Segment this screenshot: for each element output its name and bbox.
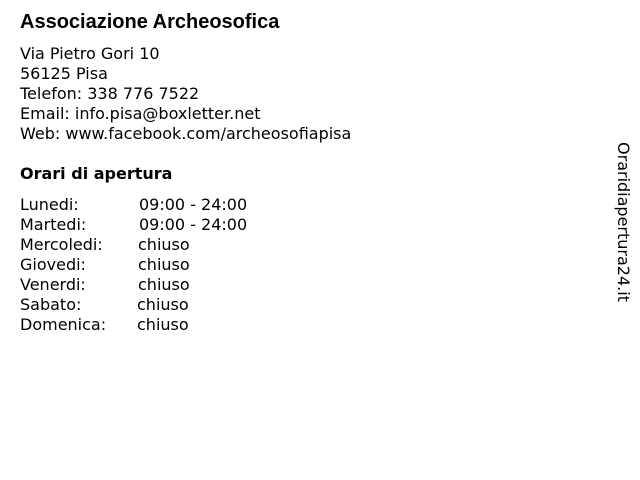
- contact-block: [20, 44, 351, 144]
- day-label: Domenica:: [20, 315, 107, 334]
- day-hours: chiuso: [138, 235, 190, 254]
- site-watermark: Oraridiapertura24.it: [614, 142, 633, 302]
- day-label: Giovedi:: [20, 255, 86, 274]
- day-hours: chiuso: [137, 315, 189, 334]
- day-hours: chiuso: [137, 295, 189, 314]
- day-label: Sabato:: [20, 295, 82, 314]
- day-label: Lunedi:: [20, 195, 79, 214]
- business-name: Associazione Archeosofica: [20, 11, 280, 33]
- city-postal: 56125 Pisa: [20, 64, 108, 83]
- day-hours: 09:00 - 24:00: [139, 195, 248, 214]
- day-hours: 09:00 - 24:00: [139, 215, 248, 234]
- day-hours: chiuso: [138, 275, 190, 294]
- day-hours: chiuso: [138, 255, 190, 274]
- web-line: Web: www.facebook.com/archeosofiapisa: [20, 124, 352, 143]
- phone-line: Telefon: 338 776 7522: [20, 84, 200, 103]
- day-label: Martedi:: [20, 215, 87, 234]
- street-address: Via Pietro Gori 10: [20, 44, 160, 63]
- day-label: Mercoledi:: [20, 235, 103, 254]
- hours-title: Orari di apertura: [20, 164, 173, 183]
- email-line: Email: info.pisa@boxletter.net: [20, 104, 261, 123]
- day-label: Venerdi:: [20, 275, 86, 294]
